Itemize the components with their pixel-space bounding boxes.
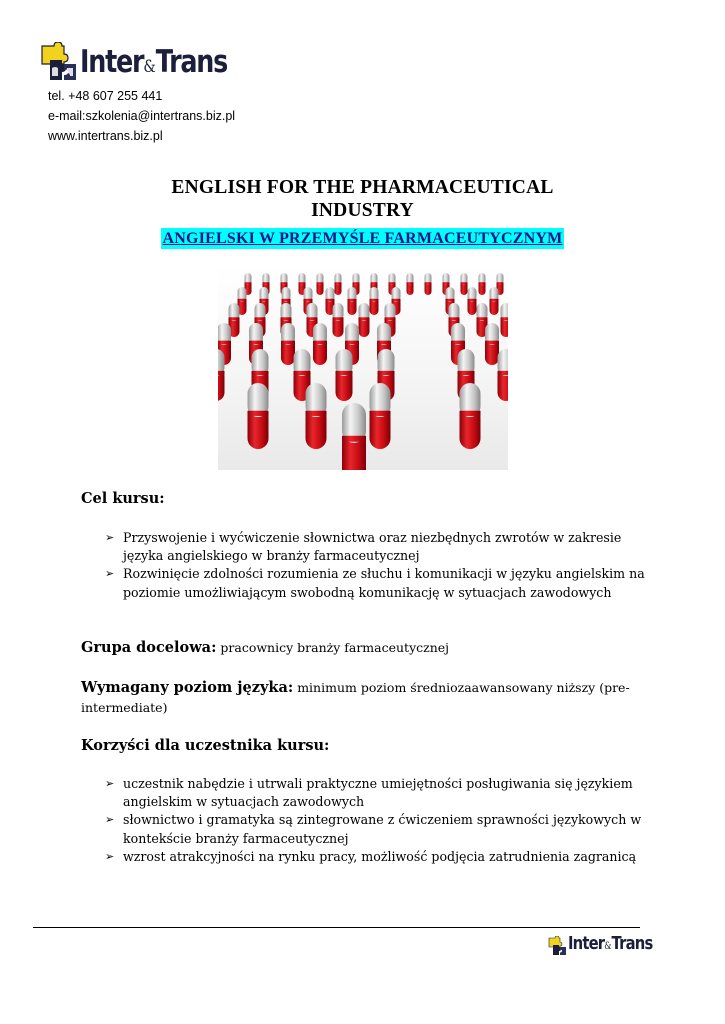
capsule — [248, 383, 269, 449]
capsule — [306, 383, 327, 449]
list-item: ➢ słownictwo i gramatyka są zintegrowane z ćwiczeniem sprawności językowych w kontekście branży farmaceutycznej — [105, 812, 642, 846]
course-goal-heading: Cel kursu: — [81, 490, 165, 507]
target-group-heading: Grupa docelowa: — [81, 639, 217, 656]
benefits-list — [81, 775, 661, 866]
section-target-group — [81, 638, 661, 658]
course-goal-list — [81, 529, 661, 602]
required-level-heading: Wymagany poziom języka: — [81, 679, 294, 696]
capsule — [333, 303, 344, 337]
capsule — [485, 323, 499, 365]
arrow-bullet-icon: ➢ — [105, 531, 115, 544]
section-benefits — [81, 736, 661, 866]
capsule — [370, 287, 379, 315]
capsule — [342, 403, 366, 470]
arrow-bullet-icon: ➢ — [105, 813, 115, 827]
target-group-text: pracownicy branży farmaceutycznej — [216, 640, 450, 655]
benefits-heading: Korzyści dla uczestnika kursu: — [81, 737, 330, 754]
capsule — [281, 323, 295, 365]
capsule — [461, 273, 468, 295]
capsule — [218, 349, 225, 401]
capsule — [479, 273, 486, 295]
arrow-bullet-icon: ➢ — [105, 849, 115, 863]
capsule — [317, 273, 324, 295]
capsule — [468, 287, 477, 315]
puzzle-logo-icon — [548, 936, 567, 956]
capsule — [498, 349, 509, 401]
capsule — [501, 303, 509, 337]
capsule — [348, 287, 357, 315]
capsule — [359, 303, 370, 337]
capsule — [335, 273, 342, 295]
website-link[interactable]: www.intertrans.biz.pl — [48, 129, 163, 143]
subtitle-container — [0, 228, 725, 249]
capsule — [460, 383, 481, 449]
footer-divider — [33, 927, 640, 928]
title-line-2: INDUSTRY — [311, 200, 414, 221]
capsule — [490, 287, 499, 315]
phone-number: tel. +48 607 255 441 — [48, 89, 163, 103]
capsule — [425, 273, 432, 295]
section-course-goal — [81, 489, 661, 602]
page-title — [0, 176, 725, 222]
capsule — [313, 323, 327, 365]
capsules-photo — [218, 265, 508, 470]
capsule — [336, 349, 353, 401]
list-item: ➢ uczestnik nabędzie i utrwali praktyczne umiejętności posługiwania się językiem angielskim w sytuacjach zawodowych — [105, 776, 633, 810]
section-required-level — [81, 678, 661, 718]
footer-logo — [548, 935, 671, 956]
title-line-1: ENGLISH FOR THE PHARMACEUTICAL — [171, 177, 554, 198]
list-item: ➢ wzrost atrakcyjności na rynku pracy, możliwość podjęcia zatrudnienia zagranicą — [81, 848, 661, 866]
capsule — [370, 383, 391, 449]
list-item: ➢ Przyswojenie i wyćwiczenie słownictwa oraz niezbędnych zwrotów w zakresie języka angielskiego w branży farmaceutycznej — [105, 530, 622, 564]
company-logo — [40, 42, 259, 82]
email-address[interactable]: e-mail:szkolenia@intertrans.biz.pl — [48, 109, 236, 123]
logo-wordmark: Inter&Trans — [80, 44, 228, 80]
arrow-bullet-icon: ➢ — [105, 567, 115, 581]
puzzle-logo-icon — [40, 42, 78, 82]
page-subtitle: ANGIELSKI W PRZEMYŚLE FARMACEUTYCZNYM — [162, 230, 563, 247]
required-level-text: minimum poziom średniozaawansowany niższy (pre-intermediate) — [81, 680, 630, 715]
list-item: ➢ Rozwinięcie zdolności rozumienia ze słuchu i komunikacji w języku angielskim na poziomie umożliwiającym swobodną komunikację w sytuacjach zawodowych — [105, 566, 645, 600]
footer-logo-wordmark: Inter&Trans — [568, 933, 653, 954]
arrow-bullet-icon: ➢ — [105, 777, 115, 790]
capsule — [407, 273, 414, 295]
contact-info — [48, 86, 235, 146]
capsules-illustration — [218, 265, 508, 470]
